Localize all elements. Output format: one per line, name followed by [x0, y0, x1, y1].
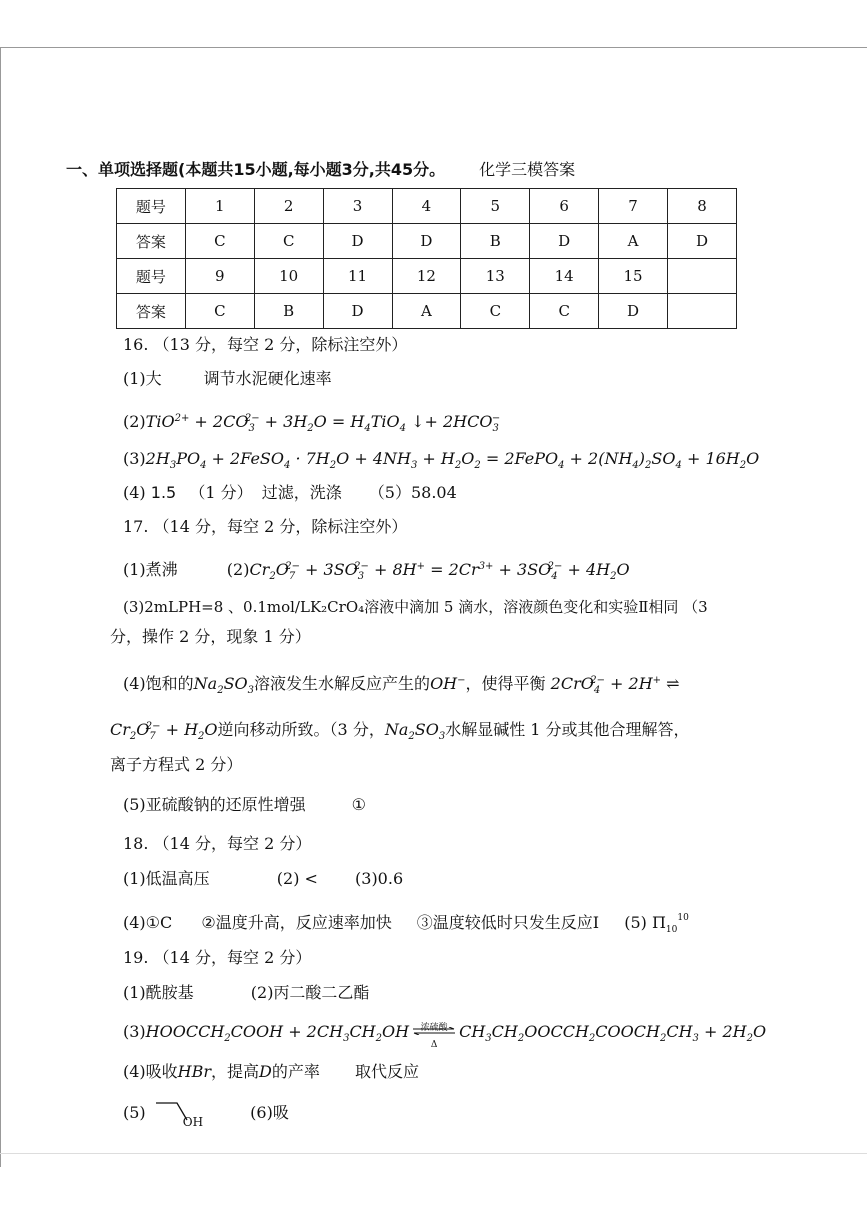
page-border-top [0, 47, 867, 48]
q19-part6-text: (6)吸 [250, 1103, 289, 1122]
q16-part4-5 [123, 482, 457, 504]
document-title: 化学三模答案 [479, 160, 576, 179]
q17-equilibrium-right: $Cr_2O_7^{2-} + H_2O$ [110, 720, 218, 742]
q18-part4-5 [123, 907, 689, 941]
table-cell: C [461, 294, 530, 329]
table-row-header-cell: 答案 [117, 294, 186, 329]
table-cell: 12 [392, 259, 461, 294]
q16-part3-equation: $2H_3PO_4$ + 2FeSO$_4$ · $7H_2O + 4NH_3 + H_2O_2$ = 2FePO$_4$ + $2(NH_4)_2SO_4 + 16H_2O$ [145, 449, 760, 471]
q17-part4 [123, 670, 680, 702]
table-cell: 5 [461, 189, 530, 224]
q19-part1-text: (1)酰胺基 [123, 983, 194, 1002]
q16-part4-value: 1.5 [150, 483, 177, 502]
q17-part5 [123, 794, 366, 816]
q17-part3: (3)2mLPH=8 、0.1mol/LK₂CrO₄溶液中滴加 5 滴水，溶液颜色变化和实验Ⅱ相同 （3 [123, 598, 708, 616]
q18-part5-sup: 10 [677, 913, 689, 923]
table-cell: B [461, 224, 530, 259]
q18-part4-c: ③温度较低时只发生反应Ⅰ [416, 913, 600, 932]
q17-part1-text: (1)煮沸 [123, 560, 178, 579]
table-cell: D [599, 294, 668, 329]
q17-part5-mark: ① [351, 795, 367, 814]
table-cell: 1 [185, 189, 254, 224]
table-row [117, 259, 737, 294]
table-cell: 11 [323, 259, 392, 294]
section-heading: 一、单项选择题(本题共15小题,每小题3分,共45分。 [66, 160, 446, 179]
table-cell: D [530, 224, 599, 259]
section-heading-line [66, 159, 575, 181]
table-cell: D [323, 294, 392, 329]
q19-header: 19. （14 分，每空 2 分） [123, 948, 312, 967]
q19-part3 [123, 1021, 766, 1050]
table-cell: 9 [185, 259, 254, 294]
table-cell: 3 [323, 189, 392, 224]
q17-header: 17. （14 分，每空 2 分，除标注空外） [123, 517, 408, 536]
table-cell: 7 [599, 189, 668, 224]
page-border-bottom [0, 1153, 867, 1154]
q17-part1-2 [123, 556, 630, 588]
q16-part2 [123, 408, 500, 440]
q17-part4-e: 水解显碱性 1 分或其他合理解答， [445, 720, 690, 739]
q16-part1-text: 调节水泥硬化速率 [203, 369, 332, 388]
q19-part4-mid: ，提高 [211, 1062, 260, 1081]
table-cell: 8 [668, 189, 737, 224]
q16-header: 16. （13 分，每空 2 分，除标注空外） [123, 335, 408, 354]
q16-part1-label: (1)大 [123, 369, 162, 388]
q18-part3-text: (3)0.6 [355, 869, 404, 888]
table-cell: A [392, 294, 461, 329]
q17-part4-cont: 离子方程式 2 分） [110, 755, 243, 774]
table-row [117, 294, 737, 329]
q19-part1-2 [123, 982, 369, 1004]
table-cell: 13 [461, 259, 530, 294]
q16-part5-label: （5） [368, 483, 411, 502]
q18-part1-3 [123, 868, 403, 890]
q18-part4-text: (4)①C [123, 913, 173, 932]
q16-part3 [123, 448, 759, 477]
q16-part2-label: (2) [123, 412, 146, 431]
q16-part3-label: (3) [123, 449, 146, 468]
q17-part2-equation: $Cr_2O_7^{2-} + 3SO_3^{2-} + 8H^+ = 2Cr^{3+} + 3SO_4^{2-} + 4H_2O$ [249, 560, 630, 582]
q19-part2-text: (2)丙二酸二乙酯 [250, 983, 370, 1002]
q19-condition-bottom: Δ [430, 1039, 438, 1050]
table-row-header-cell: 答案 [117, 224, 186, 259]
table-cell: C [254, 224, 323, 259]
table-row-header-cell: 题号 [117, 189, 186, 224]
q16-part2-equation: $TiO^{2+} + 2CO_3^{2-} + 3H_2O = H_4TiO_4$ ↓+ $2HCO_3^-$ [145, 412, 501, 434]
q17-part4-a: (4)饱和的 [123, 674, 194, 693]
q19-part3-label: (3) [123, 1022, 146, 1041]
q16-part4-note: （1 分） [189, 483, 253, 502]
table-cell: 6 [530, 189, 599, 224]
table-row-header-cell: 题号 [117, 259, 186, 294]
table-cell: 15 [599, 259, 668, 294]
q17-oh-formula: OH− [430, 674, 466, 693]
q17-part4-line2 [110, 716, 690, 748]
q17-equilibrium-left: 2CrO$_4^{2-}$ + 2H+ ⇌ [550, 674, 680, 696]
table-cell: 2 [254, 189, 323, 224]
table-cell [668, 259, 737, 294]
table-cell: D [323, 224, 392, 259]
q17-part5-text: (5)亚硫酸钠的还原性增强 [123, 795, 306, 814]
q16-part4-label: (4) [123, 483, 146, 502]
q17-part3-cont: 分，操作 2 分，现象 1 分） [110, 627, 311, 646]
table-cell: D [392, 224, 461, 259]
q19-part4 [123, 1061, 419, 1083]
table-cell: C [185, 294, 254, 329]
q17-part4-d: 逆向移动所致。（3 分， [217, 720, 385, 739]
q16-part1 [123, 368, 332, 390]
q19-hbr: HBr [177, 1062, 212, 1081]
q17-na2so3-formula-2: $Na_2SO_3$ [384, 720, 446, 742]
q18-header: 18. （14 分，每空 2 分） [123, 834, 312, 853]
answer-table [116, 188, 737, 329]
q18-part4-b: ②温度升高，反应速率加快 [201, 913, 392, 932]
q19-reaction-arrow [412, 1022, 456, 1050]
table-cell: B [254, 294, 323, 329]
page-border-left [0, 47, 1, 1167]
table-cell: C [530, 294, 599, 329]
q18-part5-sub: 10 [665, 925, 678, 935]
q19-condition-top: 浓硫酸 [420, 1022, 448, 1033]
q16-part5-value: 58.04 [410, 483, 457, 502]
q19-part5-label: (5) [123, 1103, 146, 1122]
q19-part5-6 [123, 1100, 289, 1133]
q18-part2-text: (2) < [276, 869, 318, 888]
q17-part2-label: (2) [226, 560, 250, 579]
table-cell: A [599, 224, 668, 259]
table-cell: 4 [392, 189, 461, 224]
table-cell: 14 [530, 259, 599, 294]
table-cell: D [668, 224, 737, 259]
q19-part4-type: 取代反应 [354, 1062, 419, 1081]
table-row [117, 224, 737, 259]
q19-part4-end: 的产率 [271, 1062, 320, 1081]
table-row [117, 189, 737, 224]
q19-part5-oh: OH [182, 1115, 204, 1129]
q18-part1-text: (1)低温高压 [123, 869, 210, 888]
q19-products: $CH_3CH_2OOCCH_2COOCH_2CH_3 + 2H_2O$ [459, 1022, 767, 1044]
table-cell: 10 [254, 259, 323, 294]
q19-compound-d: D [259, 1062, 272, 1081]
q16-part4-text: 过滤，洗涤 [261, 483, 342, 502]
q17-na2so3-formula: $Na_2SO_3$ [193, 674, 255, 696]
table-cell: C [185, 224, 254, 259]
q17-part4-b: 溶液发生水解反应产生的 [254, 674, 431, 693]
q19-reactants: $HOOCCH_2COOH + 2CH_3CH_2OH$ [145, 1022, 410, 1044]
q18-part5-label: (5) Π [624, 913, 666, 932]
table-cell [668, 294, 737, 329]
q17-part4-c: ，使得平衡 [465, 674, 546, 693]
q19-part4-label: (4)吸收 [123, 1062, 178, 1081]
